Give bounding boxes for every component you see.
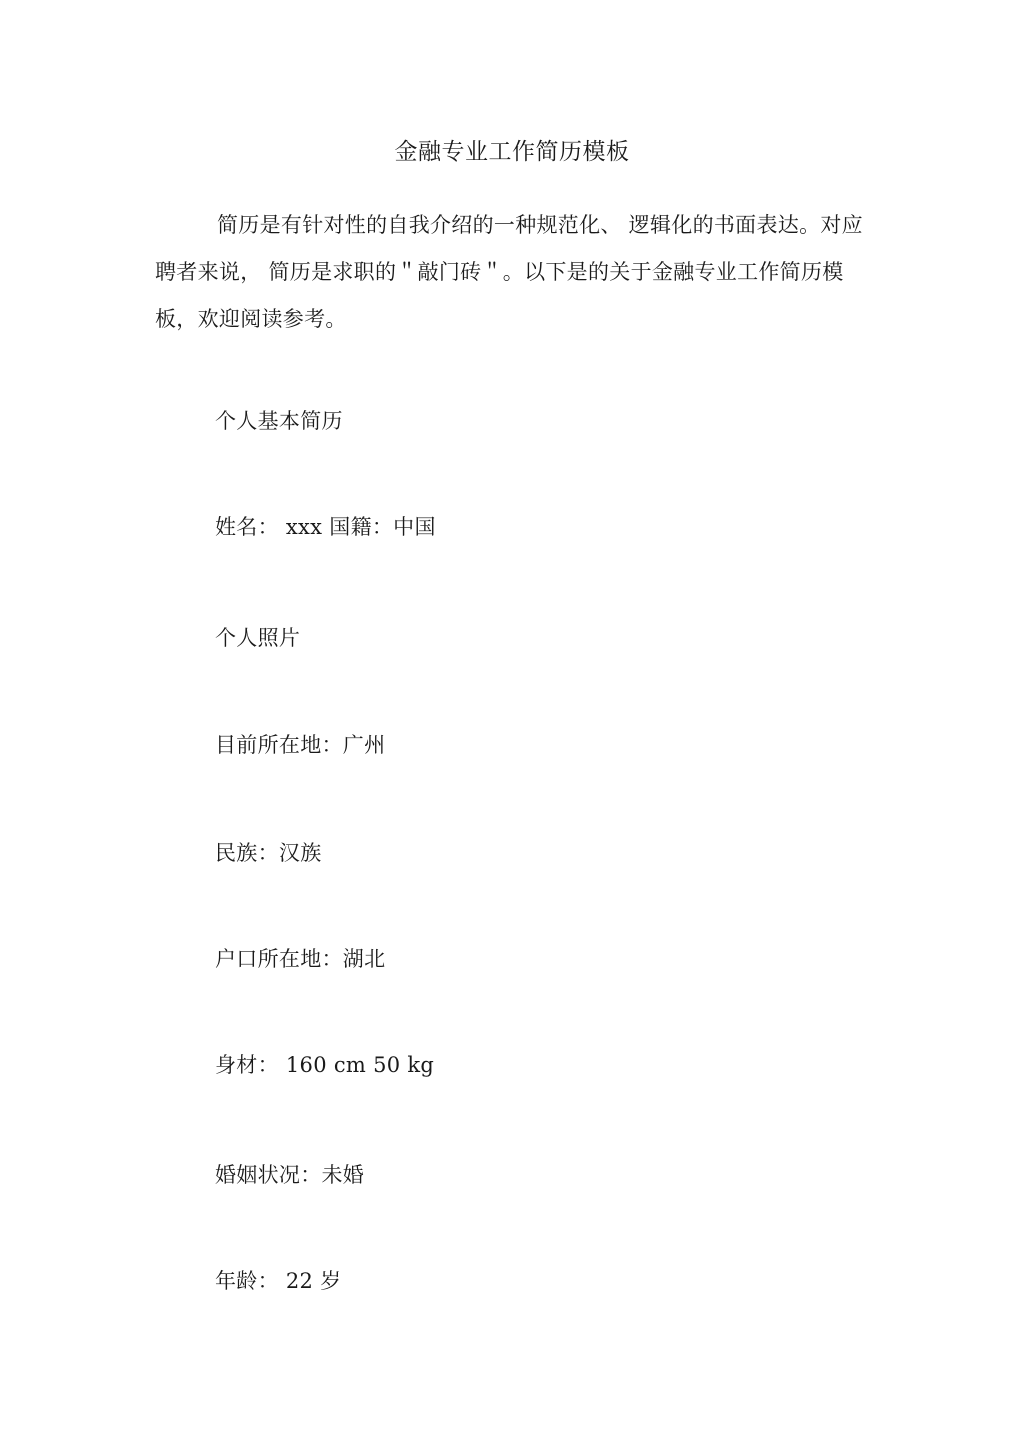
ethnicity-line: 民族：汉族 xyxy=(215,841,322,865)
body-line: 身材： 160 cm 50 kg xyxy=(215,1053,435,1077)
name-nationality-line: 姓名： xxx 国籍：中国 xyxy=(215,515,436,539)
age-line: 年龄： 22 岁 xyxy=(215,1269,342,1293)
marital-status-line: 婚姻状况：未婚 xyxy=(215,1163,365,1187)
intro-paragraph: 简历是有针对性的自我介绍的一种规范化、 逻辑化的书面表达。对应聘者来说， 简历是求职的＂敲门砖＂。以下是的关于金融专业工作简历模板，欢迎阅读参考。 xyxy=(155,213,863,331)
section-heading: 个人基本简历 xyxy=(215,409,343,433)
location-line: 目前所在地：广州 xyxy=(215,733,386,757)
photo-line: 个人照片 xyxy=(215,626,301,650)
document-title: 金融专业工作简历模板 xyxy=(394,139,630,165)
hukou-line: 户口所在地：湖北 xyxy=(215,947,386,971)
